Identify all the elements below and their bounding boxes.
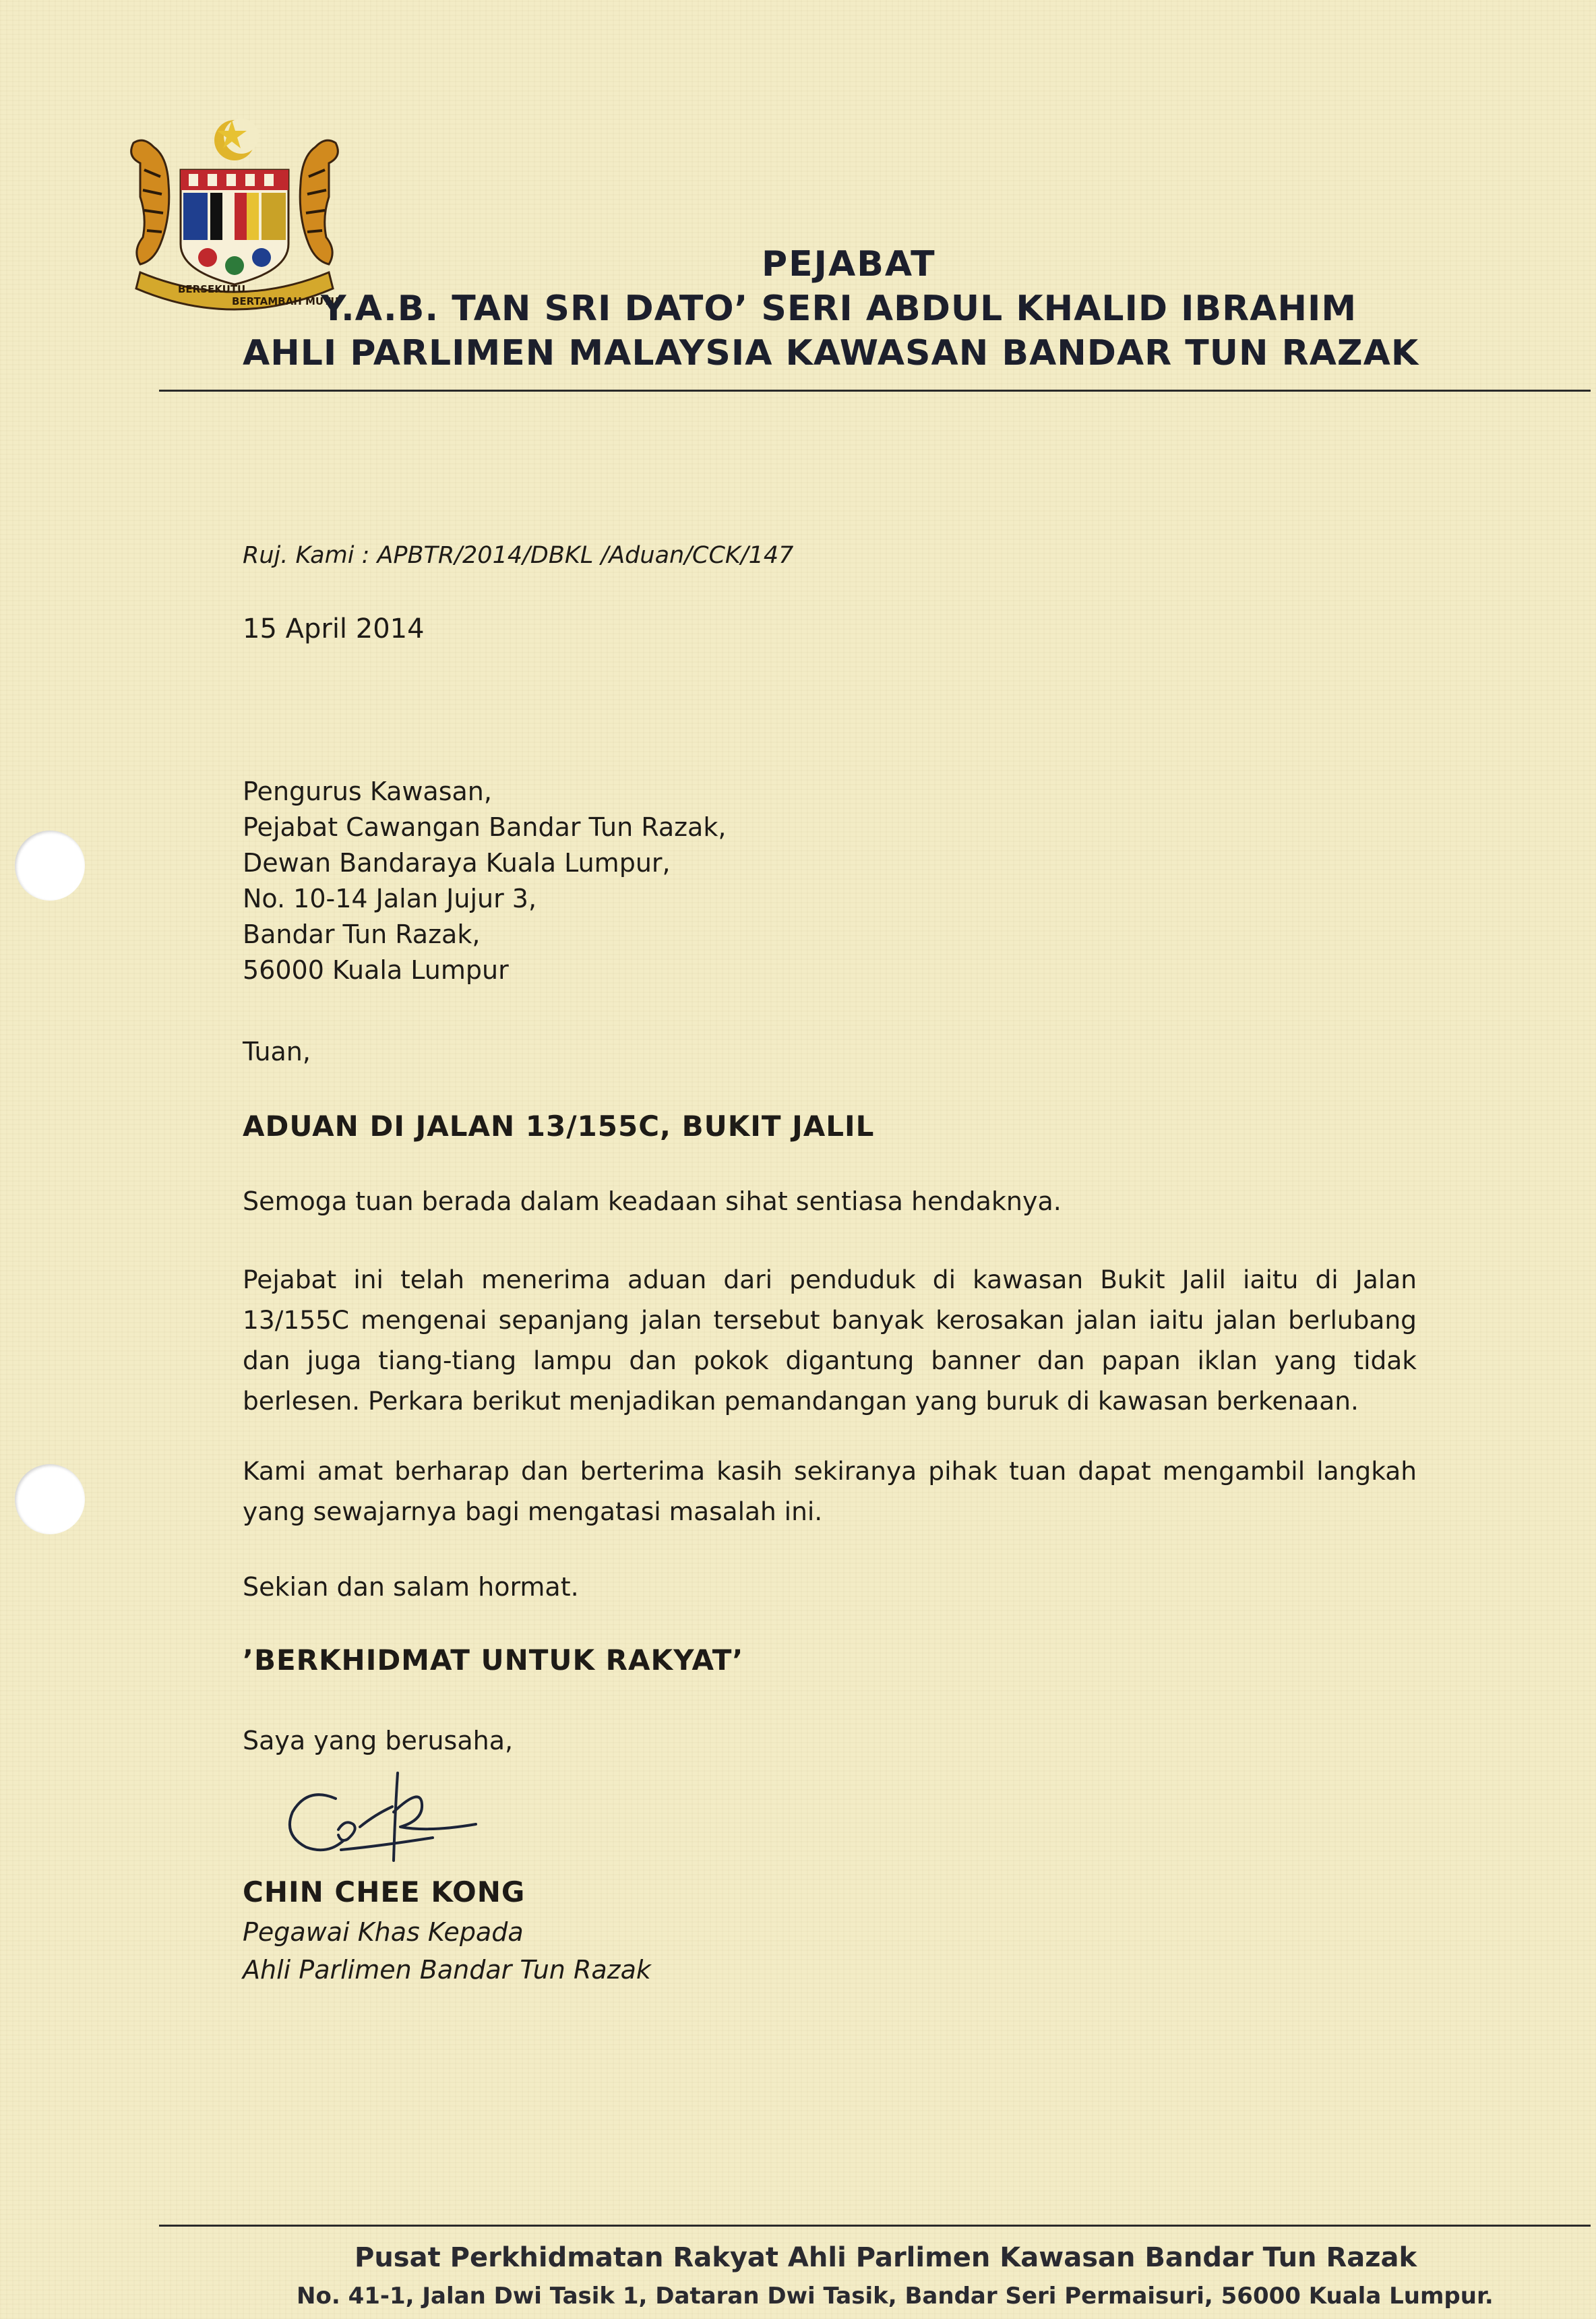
address-line: Pejabat Cawangan Bandar Tun Razak, [243, 812, 727, 842]
body-paragraph-request [243, 1451, 1417, 1532]
paragraph-line: yang sewajarnya bagi mengatasi masalah ini. [243, 1497, 823, 1526]
footer-address: No. 41-1, Jalan Dwi Tasik 1, Dataran Dwi Tasik, Bandar Seri Permaisuri, 56000 Kuala Lumpur. [297, 2283, 1494, 2310]
recipient-address [243, 774, 726, 988]
address-line: 56000 Kuala Lumpur [243, 955, 509, 985]
greeting: Semoga tuan berada dalam keadaan sihat sentiasa hendaknya. [243, 1186, 1062, 1216]
reference-number: Ruj. Kami : APBTR/2014/DBKL /Aduan/CCK/147 [243, 542, 794, 569]
address-line: Bandar Tun Razak, [243, 920, 481, 949]
punch-hole-bottom [15, 1464, 85, 1534]
letterhead-mp-name: Y.A.B. TAN SRI DATO’ SERI ABDUL KHALID IBRAHIM [321, 289, 1357, 329]
closing-remark: Sekian dan salam hormat. [243, 1572, 579, 1602]
signer-title: Ahli Parlimen Bandar Tun Razak [243, 1955, 651, 1985]
salutation: Tuan, [243, 1037, 311, 1066]
sign-off: Saya yang berusaha, [243, 1726, 514, 1755]
signer-name: CHIN CHEE KONG [243, 1875, 526, 1908]
address-line: Pengurus Kawasan, [243, 777, 492, 806]
paragraph-line: dan juga tiang-tiang lampu dan pokok digantung banner dan papan iklan yang tidak [243, 1346, 1417, 1375]
paragraph-line: Pejabat ini telah menerima aduan dari penduduk di kawasan Bukit Jalil iaitu di Jalan [243, 1265, 1417, 1294]
malaysia-coat-of-arms-icon [113, 116, 356, 318]
handwritten-signature [274, 1759, 503, 1874]
footer-divider [159, 2225, 1591, 2227]
letterhead-constituency: AHLI PARLIMEN MALAYSIA KAWASAN BANDAR TUN RAZAK [243, 333, 1419, 373]
body-paragraph-complaint [243, 1259, 1417, 1421]
letterhead-office-title: PEJABAT [762, 244, 936, 284]
letter-date: 15 April 2014 [243, 613, 425, 644]
svg-text:BERSEKUTU: BERSEKUTU [178, 283, 246, 295]
letterhead-divider [159, 390, 1591, 392]
paragraph-line: 13/155C mengenai sepanjang jalan tersebut banyak kerosakan jalan iaitu jalan berlubang [243, 1305, 1417, 1335]
motto: ’BERKHIDMAT UNTUK RAKYAT’ [243, 1644, 744, 1677]
signer-title: Pegawai Khas Kepada [243, 1917, 524, 1947]
letter-subject: ADUAN DI JALAN 13/155C, BUKIT JALIL [243, 1110, 875, 1143]
address-line: Dewan Bandaraya Kuala Lumpur, [243, 848, 671, 878]
paragraph-line: berlesen. Perkara berikut menjadikan pemandangan yang buruk di kawasan berkenaan. [243, 1386, 1359, 1416]
svg-text:BERTAMBAH MUTU: BERTAMBAH MUTU [232, 295, 339, 307]
footer-office-name: Pusat Perkhidmatan Rakyat Ahli Parlimen Kawasan Bandar Tun Razak [355, 2242, 1417, 2273]
paragraph-line: Kami amat berharap dan berterima kasih sekiranya pihak tuan dapat mengambil langkah [243, 1456, 1417, 1486]
punch-hole-top [15, 831, 85, 901]
address-line: No. 10-14 Jalan Jujur 3, [243, 884, 537, 913]
